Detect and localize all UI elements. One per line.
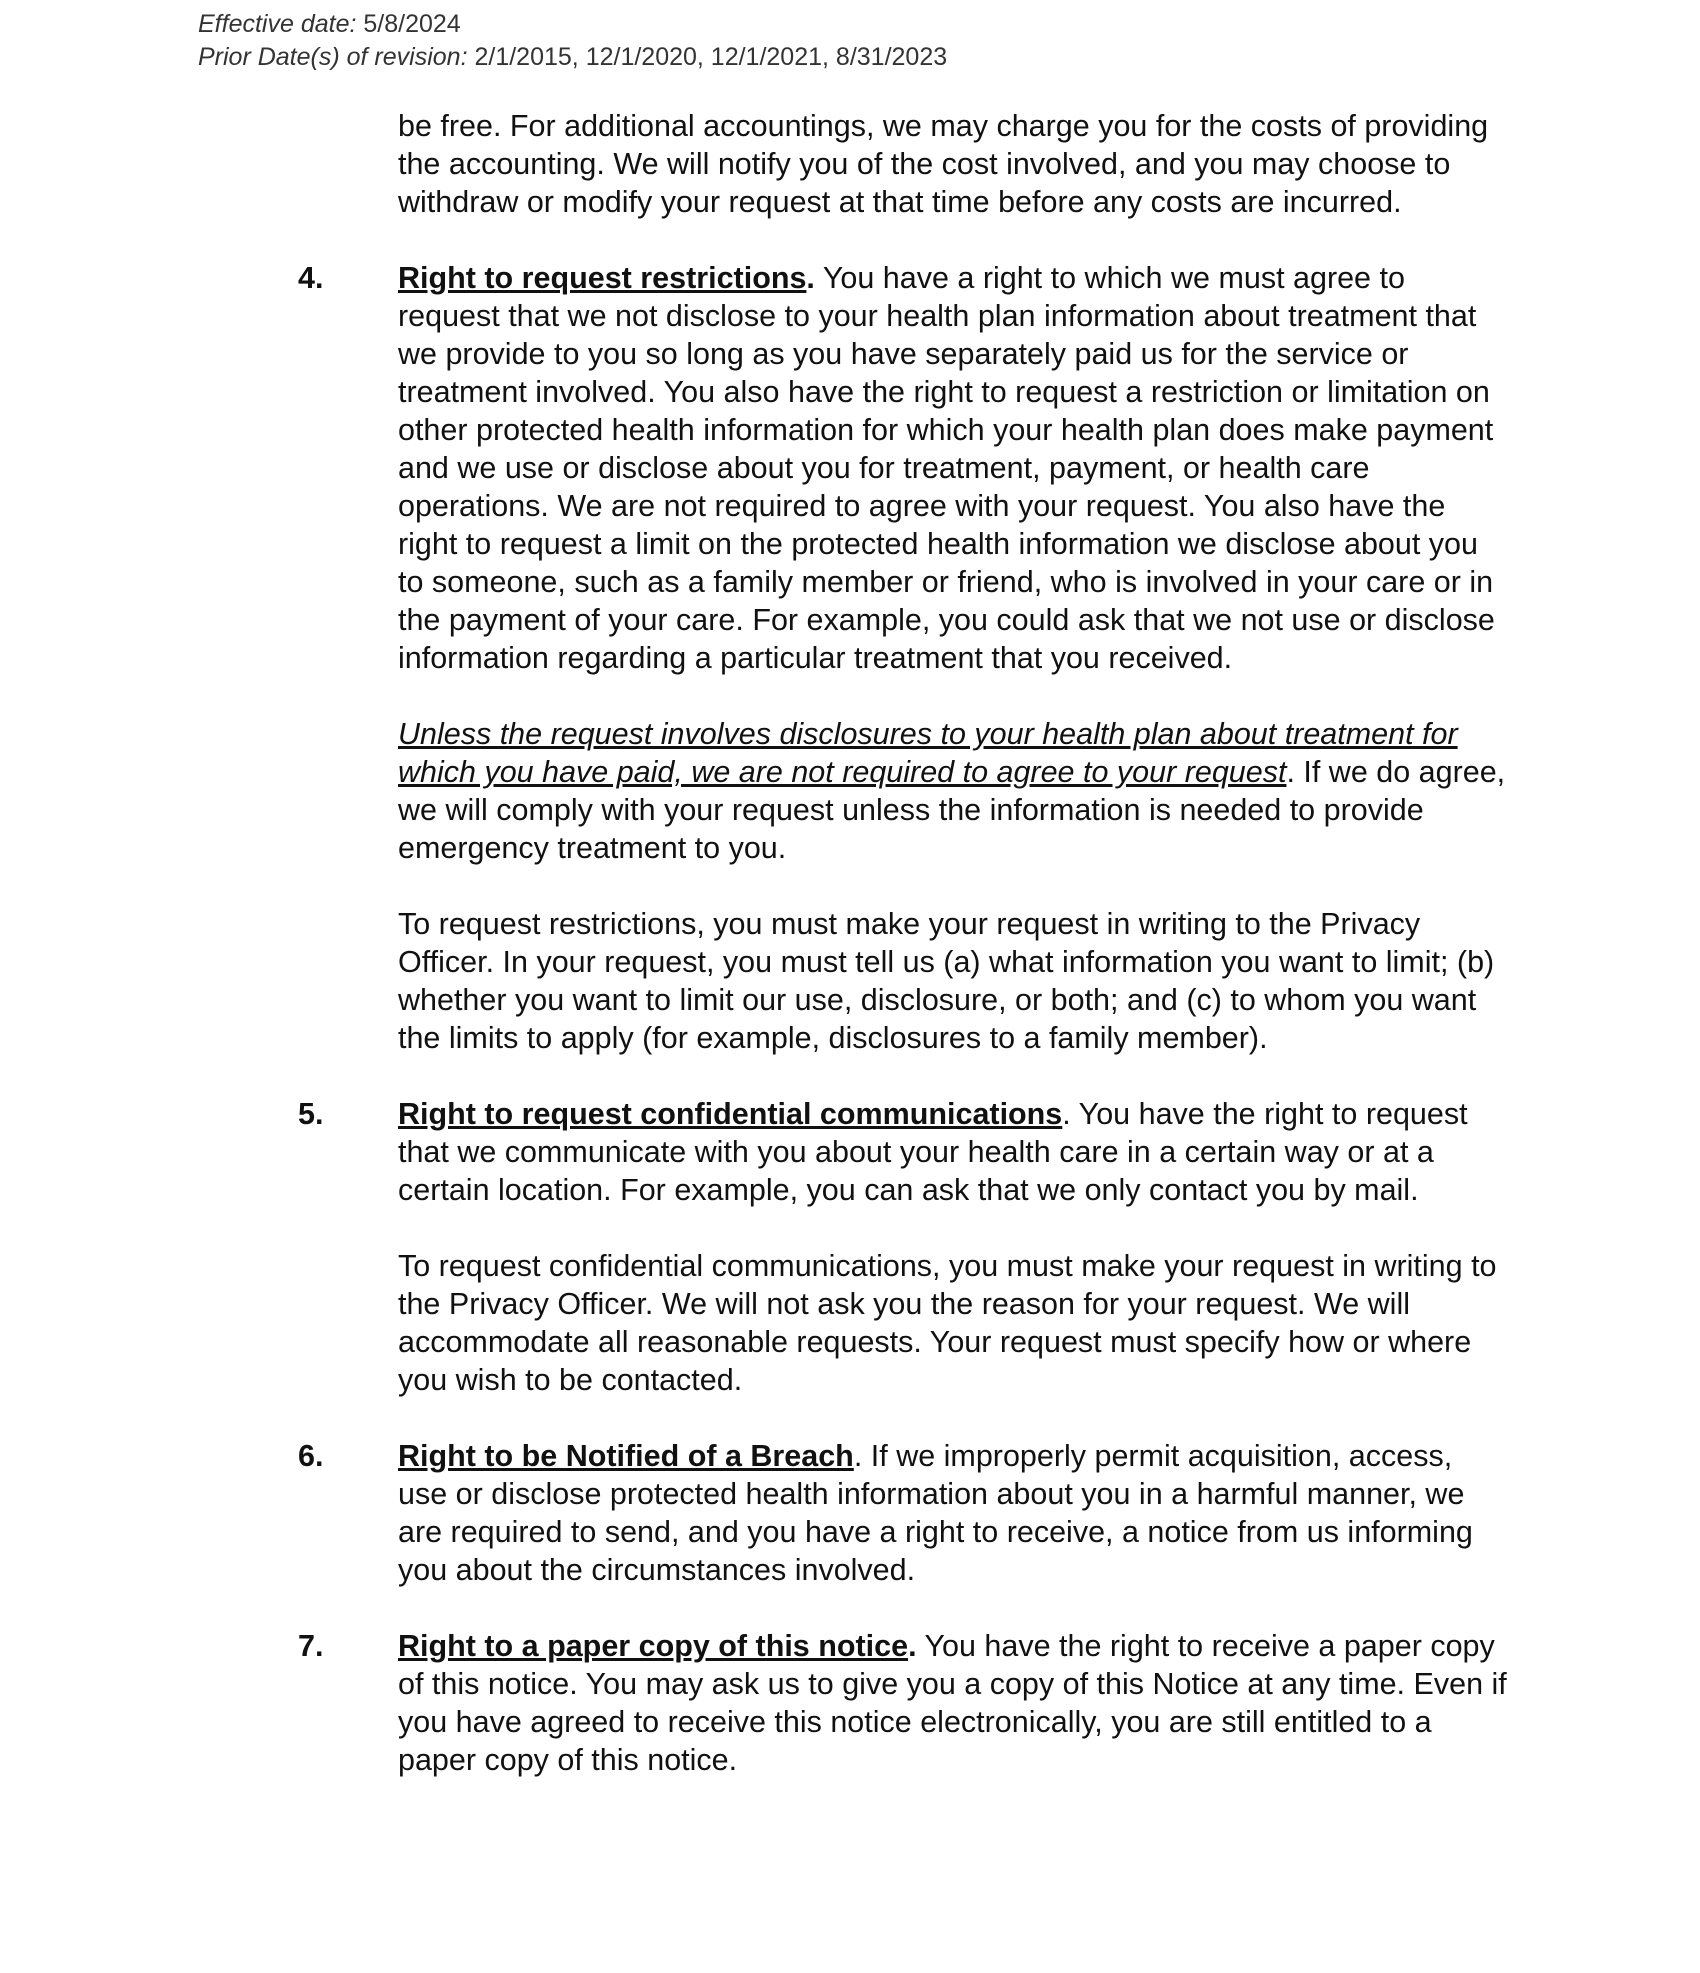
item-number: 6. bbox=[298, 1439, 324, 1473]
item-paragraph bbox=[398, 1095, 1508, 1209]
continuation-paragraph: be free. For additional accountings, we may charge you for the costs of providing the accounting. We will notify you of the cost involved, and you may choose to withdraw or modify your request at that time before any costs are incurred. bbox=[398, 109, 1489, 219]
effective-date-line bbox=[198, 8, 947, 41]
item-title: Right to be Notified of a Breach bbox=[398, 1439, 854, 1473]
item-paragraph bbox=[398, 1437, 1508, 1589]
item-body-2: . If we do agree, we will comply with your request unless the information is needed to provide emergency treatment to you. bbox=[398, 755, 1506, 865]
item-body: . You have the right to request that we communicate with you about your health care in a certain way or at a certain location. For example, you can ask that we only contact you by mail. bbox=[398, 1097, 1468, 1207]
item-right-to-be-notified-of-breach bbox=[0, 1437, 1700, 1589]
item-right-to-request-restrictions bbox=[0, 259, 1700, 1057]
item-body: . If we improperly permit acquisition, access, use or disclose protected health information about you in a harmful manner, we are required to send, and you have a right to receive, a notice from us informing you about the circumstances involved. bbox=[398, 1439, 1473, 1587]
revision-dates-line bbox=[198, 41, 947, 74]
item-number: 5. bbox=[298, 1097, 324, 1131]
item-title: Right to request restrictions bbox=[398, 261, 807, 295]
item-title-punct: . bbox=[806, 261, 815, 295]
document-body bbox=[0, 107, 1700, 1779]
item-body: You have the right to receive a paper copy of this notice. You may ask us to give you a copy of this Notice at any time. Even if you have agreed to receive this notice electronically, you are still entitled to a paper copy of this notice. bbox=[398, 1629, 1507, 1777]
item-paragraph bbox=[398, 1627, 1508, 1779]
effective-date-value: 5/8/2024 bbox=[363, 10, 461, 38]
document-header bbox=[198, 8, 947, 74]
item-paragraph-3: To request restrictions, you must make your request in writing to the Privacy Officer. In your request, you must tell us (a) what information you want to limit; (b) whether you want to limit our use, disclosure, or both; and (c) to whom you want the limits to apply (for example, disclosures to a family member). bbox=[398, 907, 1495, 1055]
item-italic-text: Unless the request involves disclosures to your health plan about treatment for which you have paid, we are not required to agree to your request bbox=[398, 717, 1458, 789]
item-title: Right to a paper copy of this notice bbox=[398, 1629, 909, 1663]
item-paragraph-2: To request confidential communications, you must make your request in writing to the Privacy Officer. We will not ask you the reason for your request. We will accommodate all reasonable requests. Your request must specify how or where you wish to be contacted. bbox=[398, 1249, 1497, 1397]
item-right-to-request-confidential-communications bbox=[0, 1095, 1700, 1399]
effective-date-label: Effective date: bbox=[198, 10, 357, 38]
item-body: You have a right to which we must agree to request that we not disclose to your health plan information about treatment that we provide to you so long as you have separately paid us for the service or treatment involved. You also have the right to request a restriction or limitation on other protected health information for which your health plan does make payment and we use or disclose about you for treatment, payment, or health care operations. We are not required to agree with your request. You also have the right to request a limit on the protected health information we disclose about you to someone, such as a family member or friend, who is involved in your care or in the payment of your care. For example, you could ask that we not use or disclose information regarding a particular treatment that you received. bbox=[398, 261, 1495, 675]
item-paragraph-2 bbox=[398, 715, 1508, 867]
item-number: 4. bbox=[298, 261, 324, 295]
revision-dates-value: 2/1/2015, 12/1/2020, 12/1/2021, 8/31/2023 bbox=[474, 43, 948, 71]
item-title: Right to request confidential communications bbox=[398, 1097, 1063, 1131]
item-paragraph bbox=[398, 259, 1508, 677]
item-title-punct: . bbox=[908, 1629, 917, 1663]
item-right-to-paper-copy bbox=[0, 1627, 1700, 1779]
revision-dates-label: Prior Date(s) of revision: bbox=[198, 43, 468, 71]
item-number: 7. bbox=[298, 1629, 324, 1663]
